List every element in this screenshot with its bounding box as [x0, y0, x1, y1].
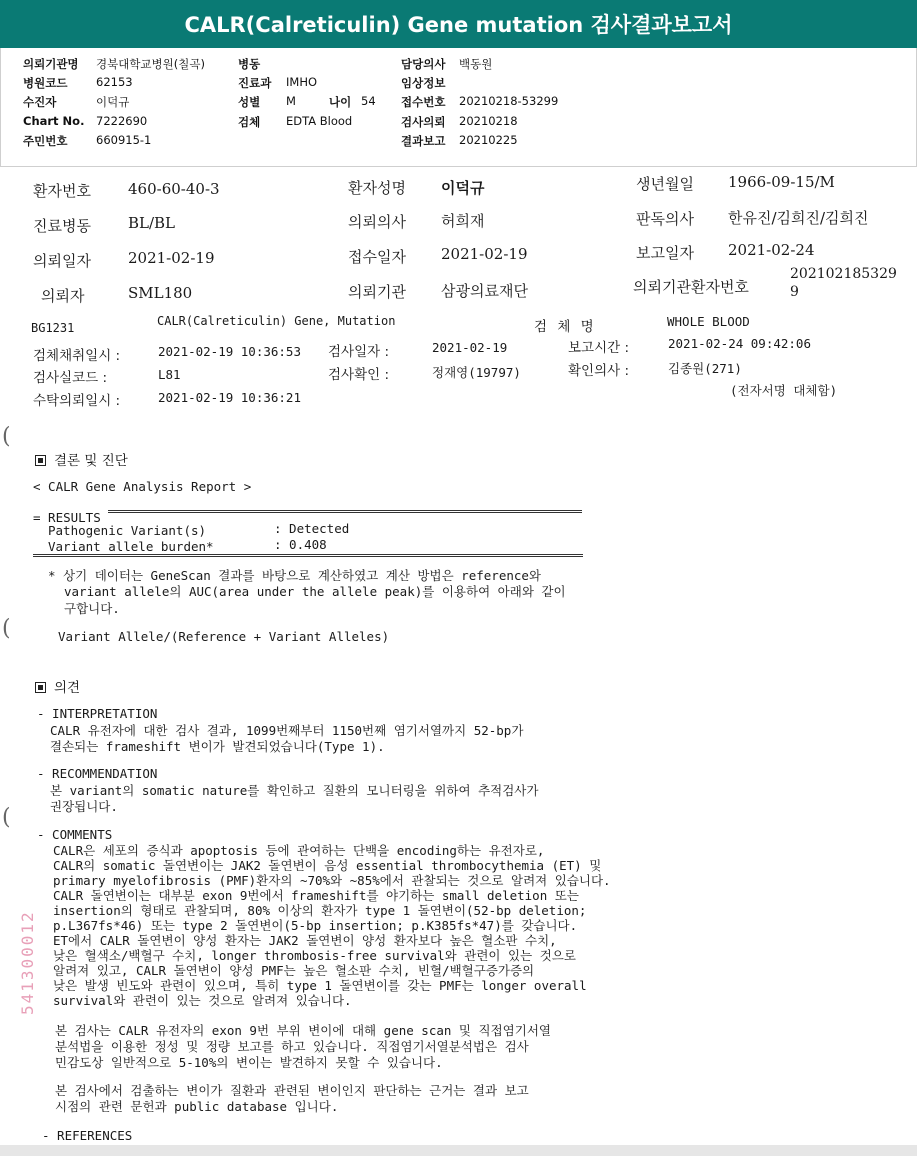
method-line: 본 검사는 CALR 유전자의 exon 9번 부위 변이에 대해 gene scan 및 직접염기서열: [55, 1023, 551, 1038]
conclusion-heading: 결론 및 진단: [35, 449, 128, 469]
lab-value: L81: [158, 367, 181, 382]
specimen-label: 검 체 명: [534, 319, 597, 335]
field-value: BL/BL: [128, 214, 176, 232]
side-serial-number: 541300012: [18, 910, 37, 1015]
method-line: 분석법을 이용한 정성 및 정량 보고를 하고 있습니다. 직접염기서열분석법은 검사: [55, 1039, 529, 1054]
field-label: 진료병동: [33, 217, 91, 235]
lab-label: 검사실코드 :: [33, 370, 108, 386]
opinion-heading: 의견: [35, 676, 80, 696]
summary-label: 병동: [238, 57, 261, 71]
report-title: CALR(Calreticulin) Gene mutation 검사결과보고서: [184, 13, 733, 37]
summary-label: 의뢰기관명: [23, 57, 79, 71]
note-line: 구합니다.: [64, 601, 120, 616]
basis-line: 시점의 관련 문헌과 public database 입니다.: [55, 1099, 339, 1114]
comment-line: 낮은 발생 빈도와 관련이 있으며, 특히 type 1 돌연변이를 갖는 PMF는 longer overall: [53, 978, 587, 993]
interpretation-line: CALR 유전자에 대한 검사 결과, 1099번째부터 1150번째 염기서열까지 52-bp가: [50, 723, 524, 738]
results-label: = RESULTS: [33, 510, 101, 525]
confirm-label: 검사확인 :: [328, 367, 390, 383]
binding-mark: (: [2, 616, 11, 641]
summary-value: 660915-1: [96, 133, 152, 147]
summary-value: EDTA Blood: [286, 114, 353, 128]
summary-value: 54: [361, 94, 376, 108]
esign-note: (전자서명 대체함): [730, 383, 838, 398]
field-value: 삼광의료재단: [441, 282, 528, 300]
comment-line: ET에서 CALR 돌연변이 양성 환자는 JAK2 돌연변이 양성 환자보다 높은 혈소판 수치,: [53, 933, 557, 948]
summary-label: 담당의사: [401, 57, 446, 71]
result-key: Pathogenic Variant(s): [48, 523, 207, 538]
summary-label: 수진자: [23, 95, 57, 109]
summary-label: 검체: [238, 115, 261, 129]
field-label: 의뢰자: [41, 287, 85, 305]
comment-line: primary myelofibrosis (PMF)환자의 ~70%와 ~85%에서 관찰되는 것으로 알려져 있습니다.: [53, 873, 611, 888]
basis-line: 본 검사에서 검출하는 변이가 질환과 관련된 변이인지 판단하는 근거는 결과 보고: [55, 1083, 529, 1098]
summary-label: 검사의뢰: [401, 115, 446, 129]
binding-mark: (: [2, 424, 11, 449]
comment-line: CALR은 세포의 증식과 apoptosis 등에 관여하는 단백을 encoding하는 유전자로,: [53, 843, 545, 858]
interpretation-line: 결손되는 frameshift 변이가 발견되었습니다(Type 1).: [50, 739, 385, 754]
field-value: 허희재: [441, 212, 485, 230]
consign-value: 2021-02-19 10:36:21: [158, 390, 301, 405]
field-value: 2021-02-24: [728, 241, 815, 259]
summary-value: 7222690: [96, 114, 148, 128]
summary-box: [0, 48, 917, 167]
comment-line: 알려져 있고, CALR 돌연변이 양성 PMF는 높은 혈소판 수치, 빈혈/백혈구증가증의: [53, 963, 535, 978]
comment-line: insertion의 형태로 관찰되며, 80% 이상의 환자가 type 1 돌연변이(52-bp deletion;: [53, 903, 587, 918]
section-square-icon: [35, 455, 46, 466]
summary-label: 성별: [238, 95, 261, 109]
confirm-value: 정재영(19797): [432, 365, 521, 380]
summary-value: 20210218-53299: [459, 94, 559, 108]
summary-label: 병원코드: [23, 76, 68, 90]
summary-value: 백동원: [459, 57, 493, 71]
reporttime-value: 2021-02-24 09:42:06: [668, 336, 811, 351]
formula: Variant Allele/(Reference + Variant Alleles): [58, 629, 390, 644]
method-line: 민감도상 일반적으로 5-10%의 변이는 발견하지 못할 수 있습니다.: [55, 1055, 443, 1070]
testdate-value: 2021-02-19: [432, 340, 508, 355]
recommendation-line: 본 variant의 somatic nature를 확인하고 질환의 모니터링을 위하여 추적검사가: [50, 783, 539, 798]
field-value-wrap: 9: [790, 284, 799, 300]
summary-value: 경북대학교병원(칠곡): [96, 57, 205, 71]
field-label: 환자번호: [33, 182, 91, 200]
collect-label: 검체채취일시 :: [33, 348, 121, 364]
comment-line: 낮은 혈색소/백혈구 수치, longer thrombosis-free survival와 관련이 있는 것으로: [53, 948, 576, 963]
recommendation-title: - RECOMMENDATION: [37, 766, 158, 781]
test-name: CALR(Calreticulin) Gene, Mutation: [157, 314, 396, 328]
summary-label: 주민번호: [23, 134, 68, 148]
section-square-icon: [35, 682, 46, 693]
field-value: 1966-09-15/M: [728, 173, 835, 191]
field-value: 460-60-40-3: [128, 180, 220, 198]
verify-label: 확인의사 :: [568, 363, 630, 379]
field-value: SML180: [128, 284, 193, 302]
verify-value: 김종원(271): [668, 361, 742, 376]
summary-label: 진료과: [238, 76, 272, 90]
summary-label: Chart No.: [23, 114, 85, 128]
field-label: 환자성명: [348, 179, 406, 197]
field-label: 판독의사: [636, 210, 694, 228]
field-label: 생년월일: [636, 175, 694, 193]
note-line: variant allele의 AUC(area under the allele peak)를 이용하여 아래와 같이: [64, 584, 566, 599]
comment-line: CALR 돌연변이는 대부분 exon 9번에서 frameshift를 야기하는 small deletion 또는: [53, 888, 579, 903]
testdate-label: 검사일자 :: [328, 344, 390, 360]
scanned-report: [0, 168, 917, 1156]
consign-label: 수탁의뢰일시 :: [33, 393, 121, 409]
result-value: : Detected: [274, 521, 350, 536]
field-value: 2021-02-19: [128, 249, 215, 267]
summary-label: 결과보고: [401, 134, 446, 148]
result-value: : 0.408: [274, 537, 327, 552]
references-title: - REFERENCES: [42, 1128, 133, 1143]
summary-label: 접수번호: [401, 95, 446, 109]
report-subtitle: < CALR Gene Analysis Report >: [33, 479, 252, 494]
field-value: 한유진/김희진/김희진: [728, 209, 869, 227]
collect-value: 2021-02-19 10:36:53: [158, 344, 301, 359]
field-label: 접수일자: [348, 248, 406, 266]
double-rule: [33, 554, 583, 557]
specimen-value: WHOLE BLOOD: [667, 314, 750, 329]
page-bottom-bar: [0, 1145, 917, 1156]
binding-mark: (: [2, 805, 11, 830]
interpretation-title: - INTERPRETATION: [37, 706, 158, 721]
summary-value: IMHO: [286, 75, 318, 89]
comment-line: survival와 관련이 있는 것으로 알려져 있습니다.: [53, 993, 352, 1008]
summary-label: 임상정보: [401, 76, 446, 90]
summary-value: 20210218: [459, 114, 518, 128]
summary-value: M: [286, 94, 296, 108]
comment-line: CALR의 somatic 돌연변이는 JAK2 돌연변이 음성 essential thrombocythemia (ET) 및: [53, 858, 602, 873]
field-value: 202102185329: [790, 266, 897, 282]
field-label: 의뢰기관: [348, 283, 406, 301]
recommendation-line: 권장됩니다.: [50, 799, 118, 814]
reporttime-label: 보고시간 :: [568, 340, 630, 356]
field-label: 보고일자: [636, 244, 694, 262]
report-title-bar: [0, 0, 917, 48]
summary-value: 이덕규: [96, 95, 130, 109]
field-label: 의뢰일자: [33, 252, 91, 270]
test-code: BG1231: [31, 321, 75, 335]
comments-title: - COMMENTS: [37, 827, 113, 842]
result-key: Variant allele burden*: [48, 539, 214, 554]
field-value: 2021-02-19: [441, 245, 528, 263]
comment-line: p.L367fs*46) 또는 type 2 돌연변이(5-bp insertion; p.K385fs*47)를 갖습니다.: [53, 918, 578, 933]
field-label: 의뢰의사: [348, 213, 406, 231]
summary-label: 나이: [329, 95, 352, 109]
summary-value: 62153: [96, 75, 133, 89]
note-line: * 상기 데이터는 GeneScan 결과를 바탕으로 계산하였고 계산 방법은 reference와: [48, 568, 541, 583]
field-value: 이덕규: [441, 179, 485, 197]
field-label: 의뢰기관환자번호: [633, 278, 749, 296]
double-rule: [108, 510, 582, 513]
summary-value: 20210225: [459, 133, 518, 147]
